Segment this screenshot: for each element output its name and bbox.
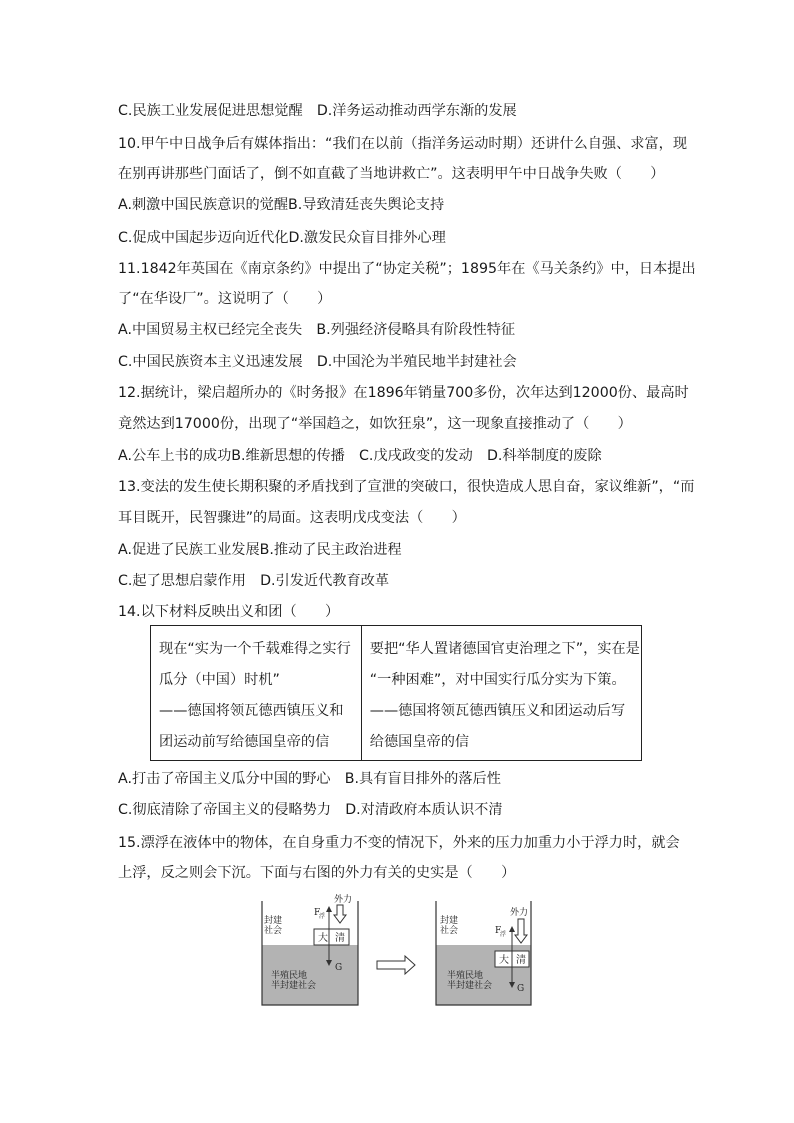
question-13-options-ab: A.促进了民族工业发展B.推动了民主政治进程 — [118, 542, 402, 558]
question-11-options-cd: C.中国民族资本主义迅速发展 D.中国沦为半殖民地半封建社会 — [118, 354, 517, 370]
material-left-line: 瓜分（中国）时机” — [159, 672, 280, 688]
right-force-g: G — [517, 984, 525, 994]
question-11-options-ab: A.中国贸易主权已经完全丧失 B.列强经济侵略具有阶段性特征 — [118, 322, 516, 338]
right-top-label-2: 社会 — [440, 926, 459, 936]
material-right-line: 给德国皇帝的信 — [369, 734, 470, 750]
question-14-options-ab: A.打击了帝国主义瓜分中国的野心 B.具有盲目排外的落后性 — [118, 771, 501, 787]
left-force-f-sub: 浮 — [319, 913, 326, 920]
material-right-line: ——德国将领瓦德西镇压义和团运动后写 — [369, 703, 626, 719]
question-12-options: A.公车上书的成功B.维新思想的传播 C.戊戌政变的发动 D.科举制度的废除 — [118, 448, 602, 464]
left-box-text-2: 清 — [335, 933, 345, 944]
question-10-options-ab: A.刺激中国民族意识的觉醒B.导致清廷丧失舆论支持 — [118, 197, 445, 213]
question-14-options-cd: C.彻底清除了帝国主义的侵略势力 D.对清政府本质认识不清 — [118, 802, 503, 818]
question-10-stem-1: 10.甲午中日战争后有媒体指出：“我们在以前（指洋务运动时期）还讲什么自强、求富，现 — [118, 136, 688, 152]
question-11-stem-1: 11.1842年英国在《南京条约》中提出了“协定关税”；1895年在《马关条约》中，日本提出 — [118, 261, 696, 277]
left-buoyancy-arrowhead — [326, 906, 332, 912]
question-10-options-cd: C.促成中国起步迈向近代化D.激发民众盲目排外心理 — [118, 230, 446, 246]
right-bottom-label-2: 半封建社会 — [447, 981, 493, 991]
left-external-force-arrow — [334, 905, 346, 923]
right-box-text-2: 清 — [516, 955, 526, 966]
transition-arrow-icon — [377, 956, 415, 974]
left-force-ext: 外力 — [334, 895, 353, 905]
question-10-stem-2: 在别再讲那些门面话了，倒不如直截了当地讲救亡”。这表明甲午中日战争失败（ ） — [118, 166, 665, 182]
question-13-stem-1: 13.变法的发生使长期积聚的矛盾找到了宣泄的突破口，很快造成人思自奋，家议维新”，“而 — [118, 479, 695, 495]
left-bottom-label-1: 半殖民地 — [271, 971, 308, 981]
material-table — [150, 625, 642, 761]
left-force-f: F — [314, 908, 321, 918]
material-left-line: 团运动前写给德国皇帝的信 — [159, 734, 330, 750]
question-12-stem-2: 竟然达到17000份，出现了“举国趋之，如饮狂泉”，这一现象直接推动了（ ） — [118, 416, 632, 432]
right-buoyancy-arrowhead — [509, 926, 515, 932]
material-table-left-cell — [151, 626, 362, 760]
right-force-ext: 外力 — [510, 908, 529, 918]
buoyancy-diagram — [255, 893, 545, 1013]
right-force-f-sub: 浮 — [500, 931, 507, 938]
right-container — [436, 901, 531, 1005]
question-13-stem-2: 耳目既开，民智骤进”的局面。这表明戊戌变法（ ） — [118, 510, 466, 526]
question-12-stem-1: 12.据统计，梁启超所办的《时务报》在1896年销量700多份，次年达到12000份、最高时 — [118, 385, 689, 401]
material-left-line: ——德国将领瓦德西镇压义和 — [159, 703, 344, 719]
right-box-text-1: 大 — [499, 955, 509, 966]
material-right-line: 要把“华人置诸德国官吏治理之下”，实在是 — [369, 641, 640, 657]
left-container — [262, 893, 358, 1005]
left-force-g: G — [335, 963, 343, 973]
left-bottom-label-2: 半封建社会 — [271, 981, 317, 991]
question-15-stem-1: 15.漂浮在液体中的物体，在自身重力不变的情况下，外来的压力加重力小于浮力时，就会 — [118, 835, 680, 851]
left-top-label-1: 封建 — [264, 916, 283, 926]
question-13-options-cd: C.起了思想启蒙作用 D.引发近代教育改革 — [118, 573, 390, 589]
left-box-text-1: 大 — [318, 933, 328, 944]
material-left-line: 现在“实为一个千载难得之实行 — [159, 641, 351, 657]
left-top-label-2: 社会 — [264, 926, 283, 936]
right-bottom-label-1: 半殖民地 — [447, 971, 484, 981]
right-force-f: F — [495, 926, 502, 936]
question-11-stem-2: 了“在华设厂”。这说明了（ ） — [118, 291, 332, 307]
material-right-line: “一种困难”，对中国实行瓜分实为下策。 — [369, 672, 626, 688]
question-15-stem-2: 上浮，反之则会下沉。下面与右图的外力有关的史实是（ ） — [118, 865, 516, 881]
material-table-right-cell — [362, 626, 650, 760]
right-top-label-1: 封建 — [440, 916, 459, 926]
question-14-stem: 14.以下材料反映出义和团（ ） — [118, 604, 340, 620]
option-line-q9-cd: C.民族工业发展促进思想觉醒 D.洋务运动推动西学东渐的发展 — [118, 103, 517, 119]
right-external-force-arrow — [515, 919, 527, 943]
